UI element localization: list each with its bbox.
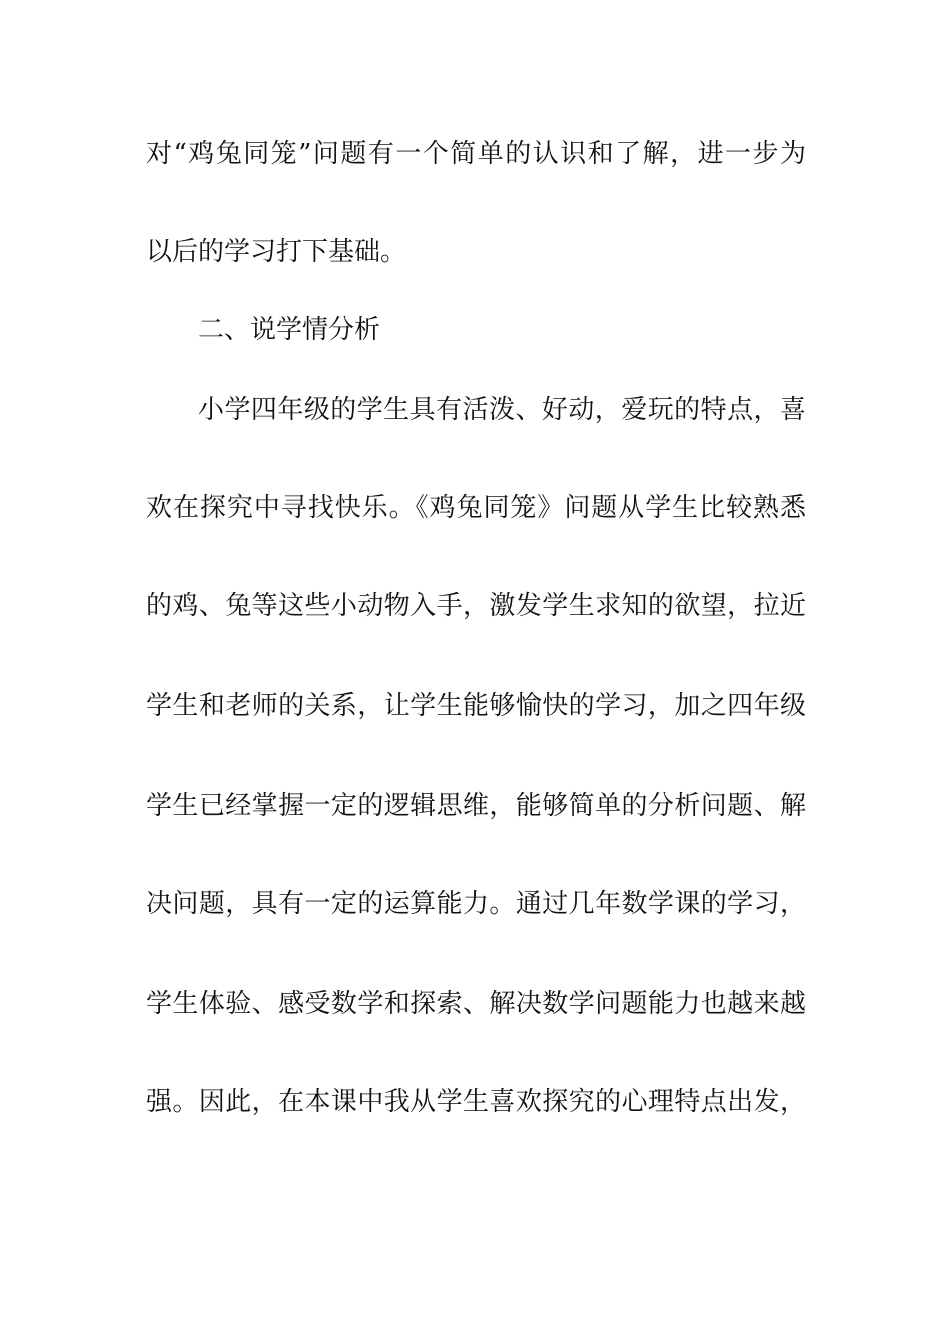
- text-line-10: 学生体验、感受数学和探索、解决数学问题能力也越来越: [146, 989, 806, 1019]
- text-line-9: 决问题，具有一定的运算能力。通过几年数学课的学习，: [146, 889, 806, 919]
- text-line-11: 强。因此，在本课中我从学生喜欢探究的心理特点出发，: [146, 1087, 806, 1117]
- text-line-6: 的鸡、兔等这些小动物入手，激发学生求知的欲望，拉近: [146, 591, 806, 621]
- text-line-7: 学生和老师的关系，让学生能够愉快的学习，加之四年级: [146, 691, 806, 721]
- text-line-5: 欢在探究中寻找快乐。《鸡兔同笼》问题从学生比较熟悉: [146, 493, 806, 523]
- section-heading: 二、说学情分析: [198, 315, 381, 345]
- text-line-4: 小学四年级的学生具有活泼、好动，爱玩的特点，喜: [198, 395, 806, 425]
- text-line-8: 学生已经掌握一定的逻辑思维，能够简单的分析问题、解: [146, 791, 806, 821]
- text-line-2: 以后的学习打下基础。: [146, 237, 407, 267]
- text-line-1: 对“鸡兔同笼”问题有一个简单的认识和了解，进一步为: [146, 139, 806, 169]
